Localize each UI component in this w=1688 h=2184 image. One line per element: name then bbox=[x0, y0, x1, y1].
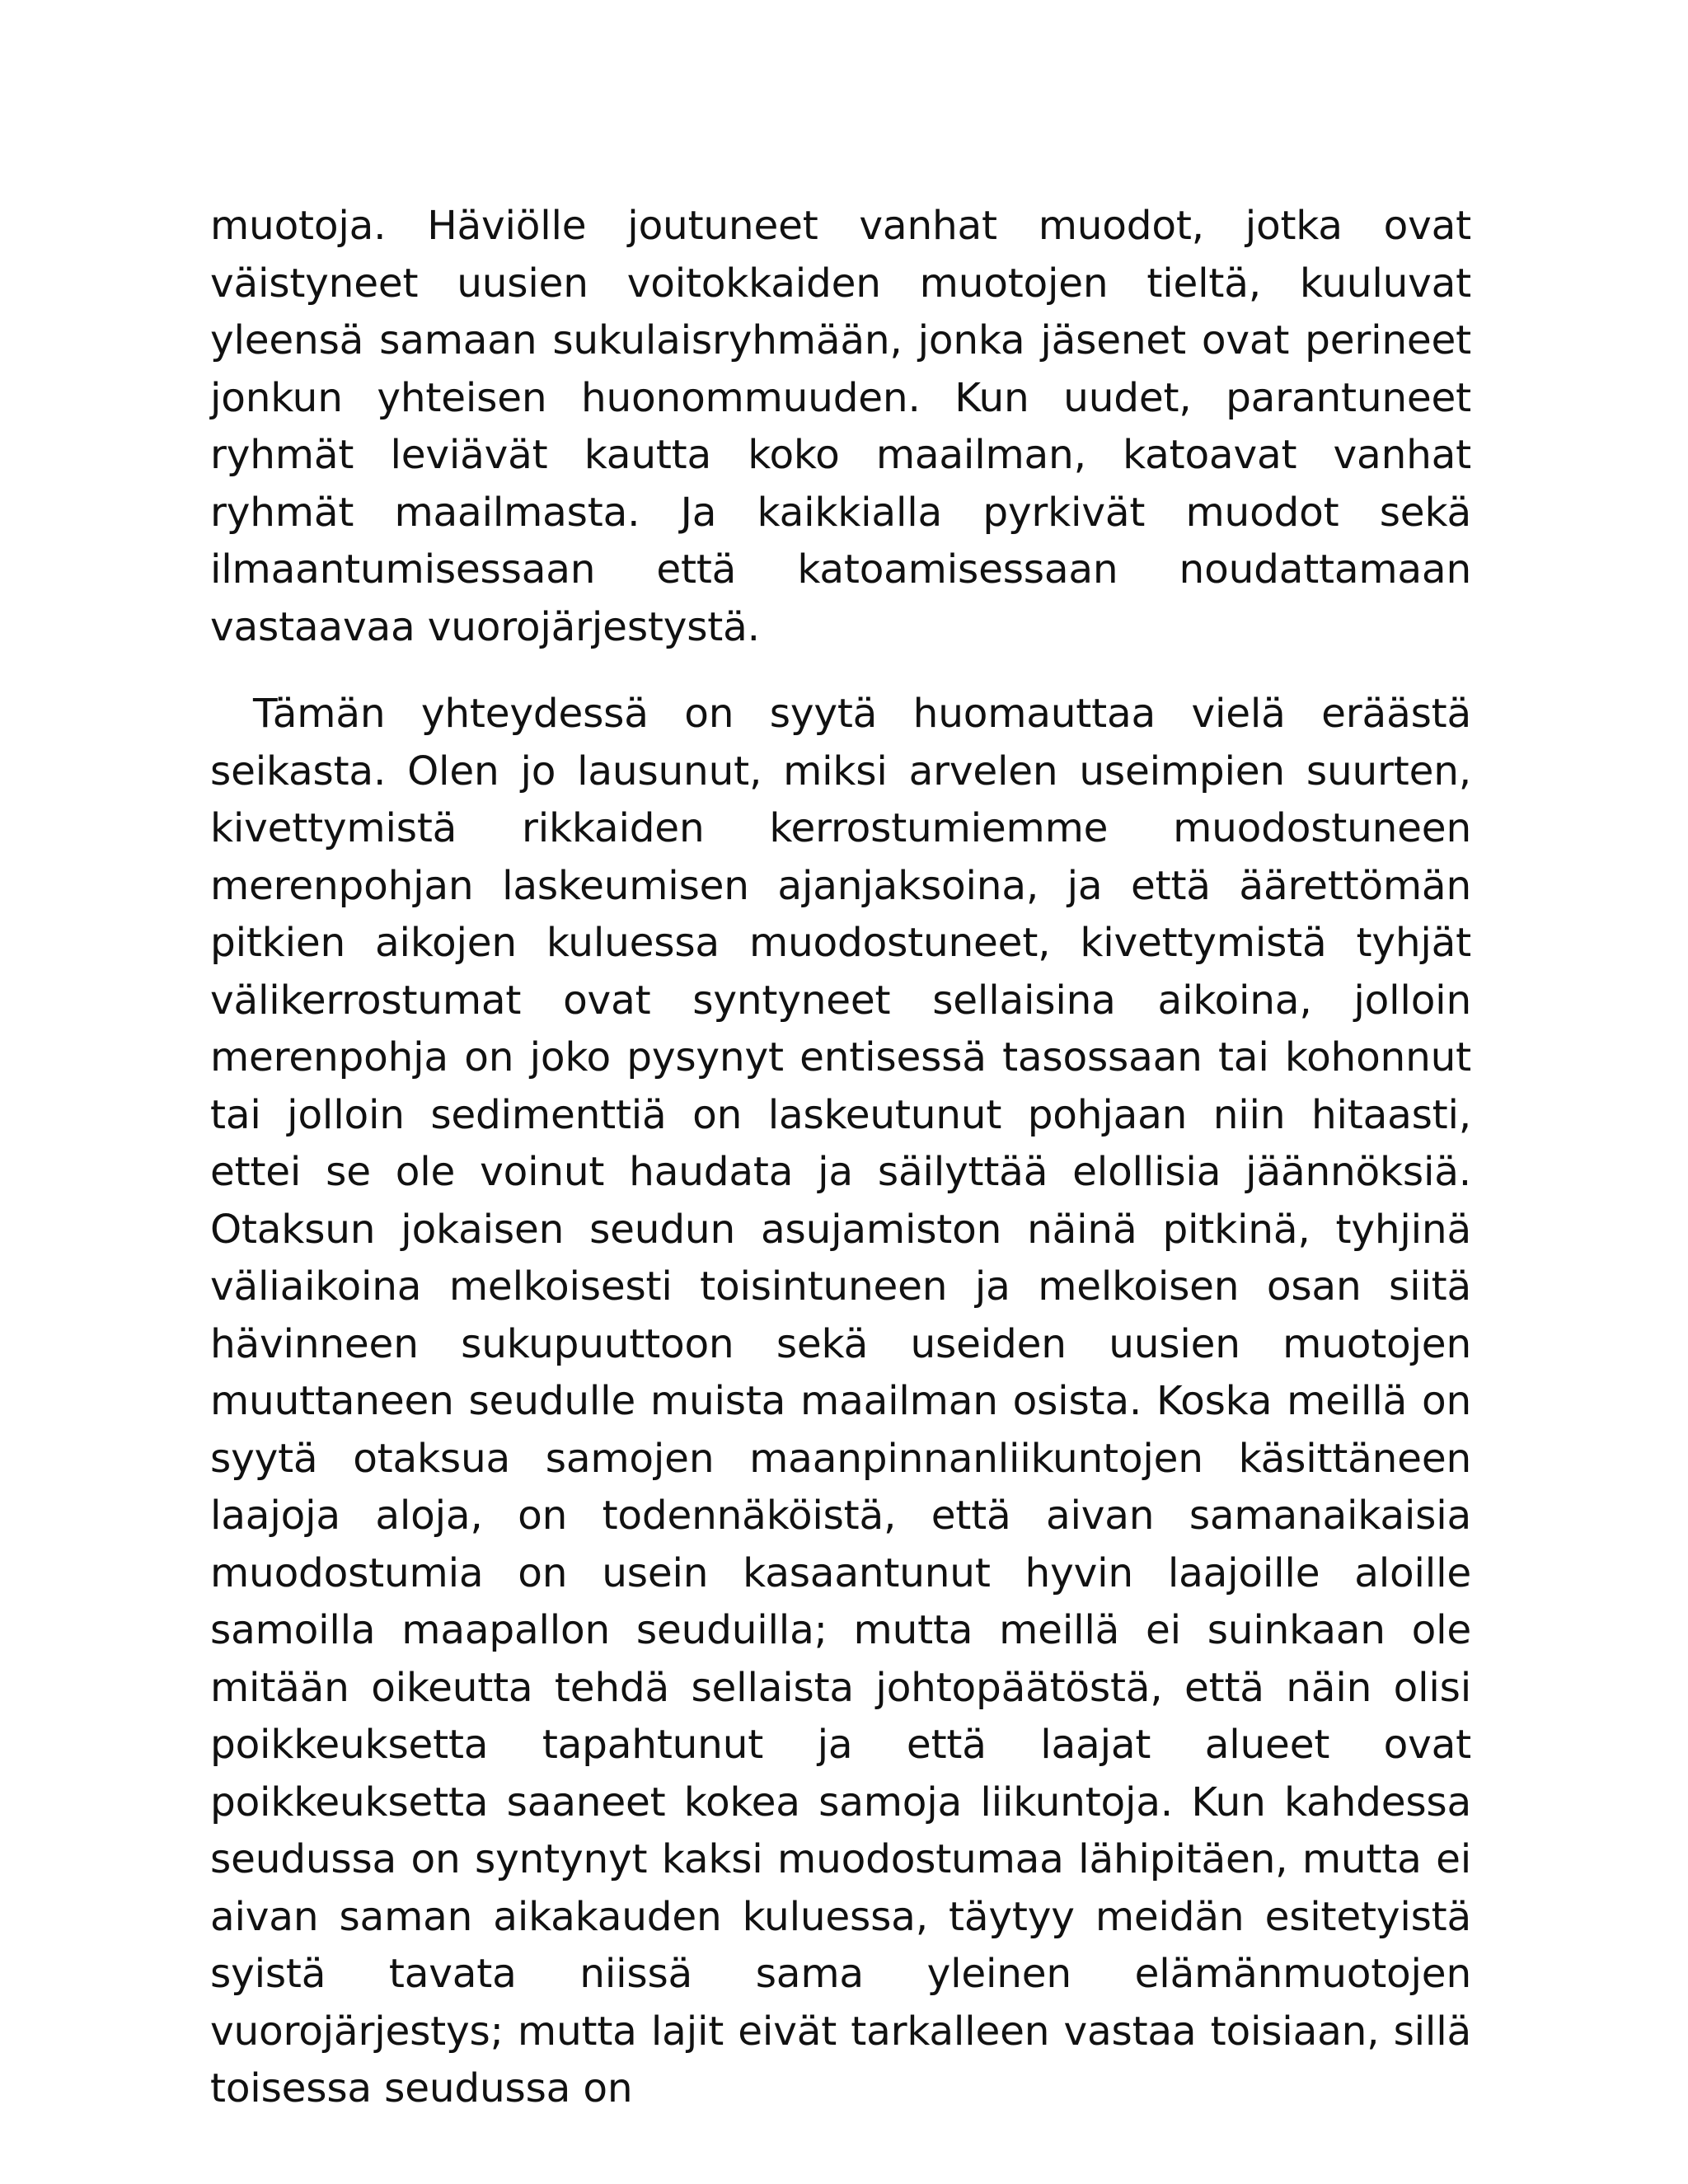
paragraph-continuation: muotoja. Häviölle joutuneet vanhat muodot, jotka ovat väistyneet uusien voitokkaiden muotojen tieltä, kuuluvat yleensä samaan sukulaisryhmään, jonka jäsenet ovat perineet jonkun yhteisen huonommuuden. Kun uudet, parantuneet ryhmät leviävät kautta koko maailman, katoavat vanhat ryhmät maailmasta. Ja kaikkialla pyrkivät muodot sekä ilmaantumisessaan että katoamisessaan noudattamaan vastaavaa vuorojärjestystä. bbox=[210, 203, 1471, 650]
paragraph-main: Tämän yhteydessä on syytä huomauttaa vielä eräästä seikasta. Olen jo lausunut, miksi arvelen useimpien suurten, kivettymistä rikkaiden kerrostumiemme muodostuneen merenpohjan laskeumisen ajanjaksoina, ja että äärettömän pitkien aikojen kuluessa muodostuneet, kivettymistä tyhjät välikerrostumat ovat syntyneet sellaisina aikoina, jolloin merenpohja on joko pysynyt entisessä tasossaan tai kohonnut tai jolloin sedimenttiä on laskeutunut pohjaan niin hitaasti, ettei se ole voinut haudata ja säilyttää elollisia jäännöksiä. Otaksun jokaisen seudun asujamiston näinä pitkinä, tyhjinä väliaikoina melkoisesti toisintuneen ja melkoisen osan siitä hävinneen sukupuuttoon sekä useiden uusien muotojen muuttaneen seudulle muista maailman osista. Koska meillä on syytä otaksua samojen maanpinnanliikuntojen käsittäneen laajoja aloja, on todennäköistä, että aivan samanaikaisia muodostumia on usein kasaantunut hyvin laajoille aloille samoilla maapallon seuduilla; mutta meillä ei suinkaan ole mitään oikeutta tehdä sellaista johtopäätöstä, että näin olisi poikkeuksetta tapahtunut ja että laajat alueet ovat poikkeuksetta saaneet kokea samoja liikuntoja. Kun kahdessa seudussa on syntynyt kaksi muodostumaa lähipitäen, mutta ei aivan saman aikakauden kuluessa, täytyy meidän esitetyistä syistä tavata niissä sama yleinen elämänmuotojen vuorojärjestys; mutta lajit eivät tarkalleen vastaa toisiaan, sillä toisessa seudussa on bbox=[210, 691, 1471, 2111]
body-text bbox=[210, 198, 1471, 2118]
